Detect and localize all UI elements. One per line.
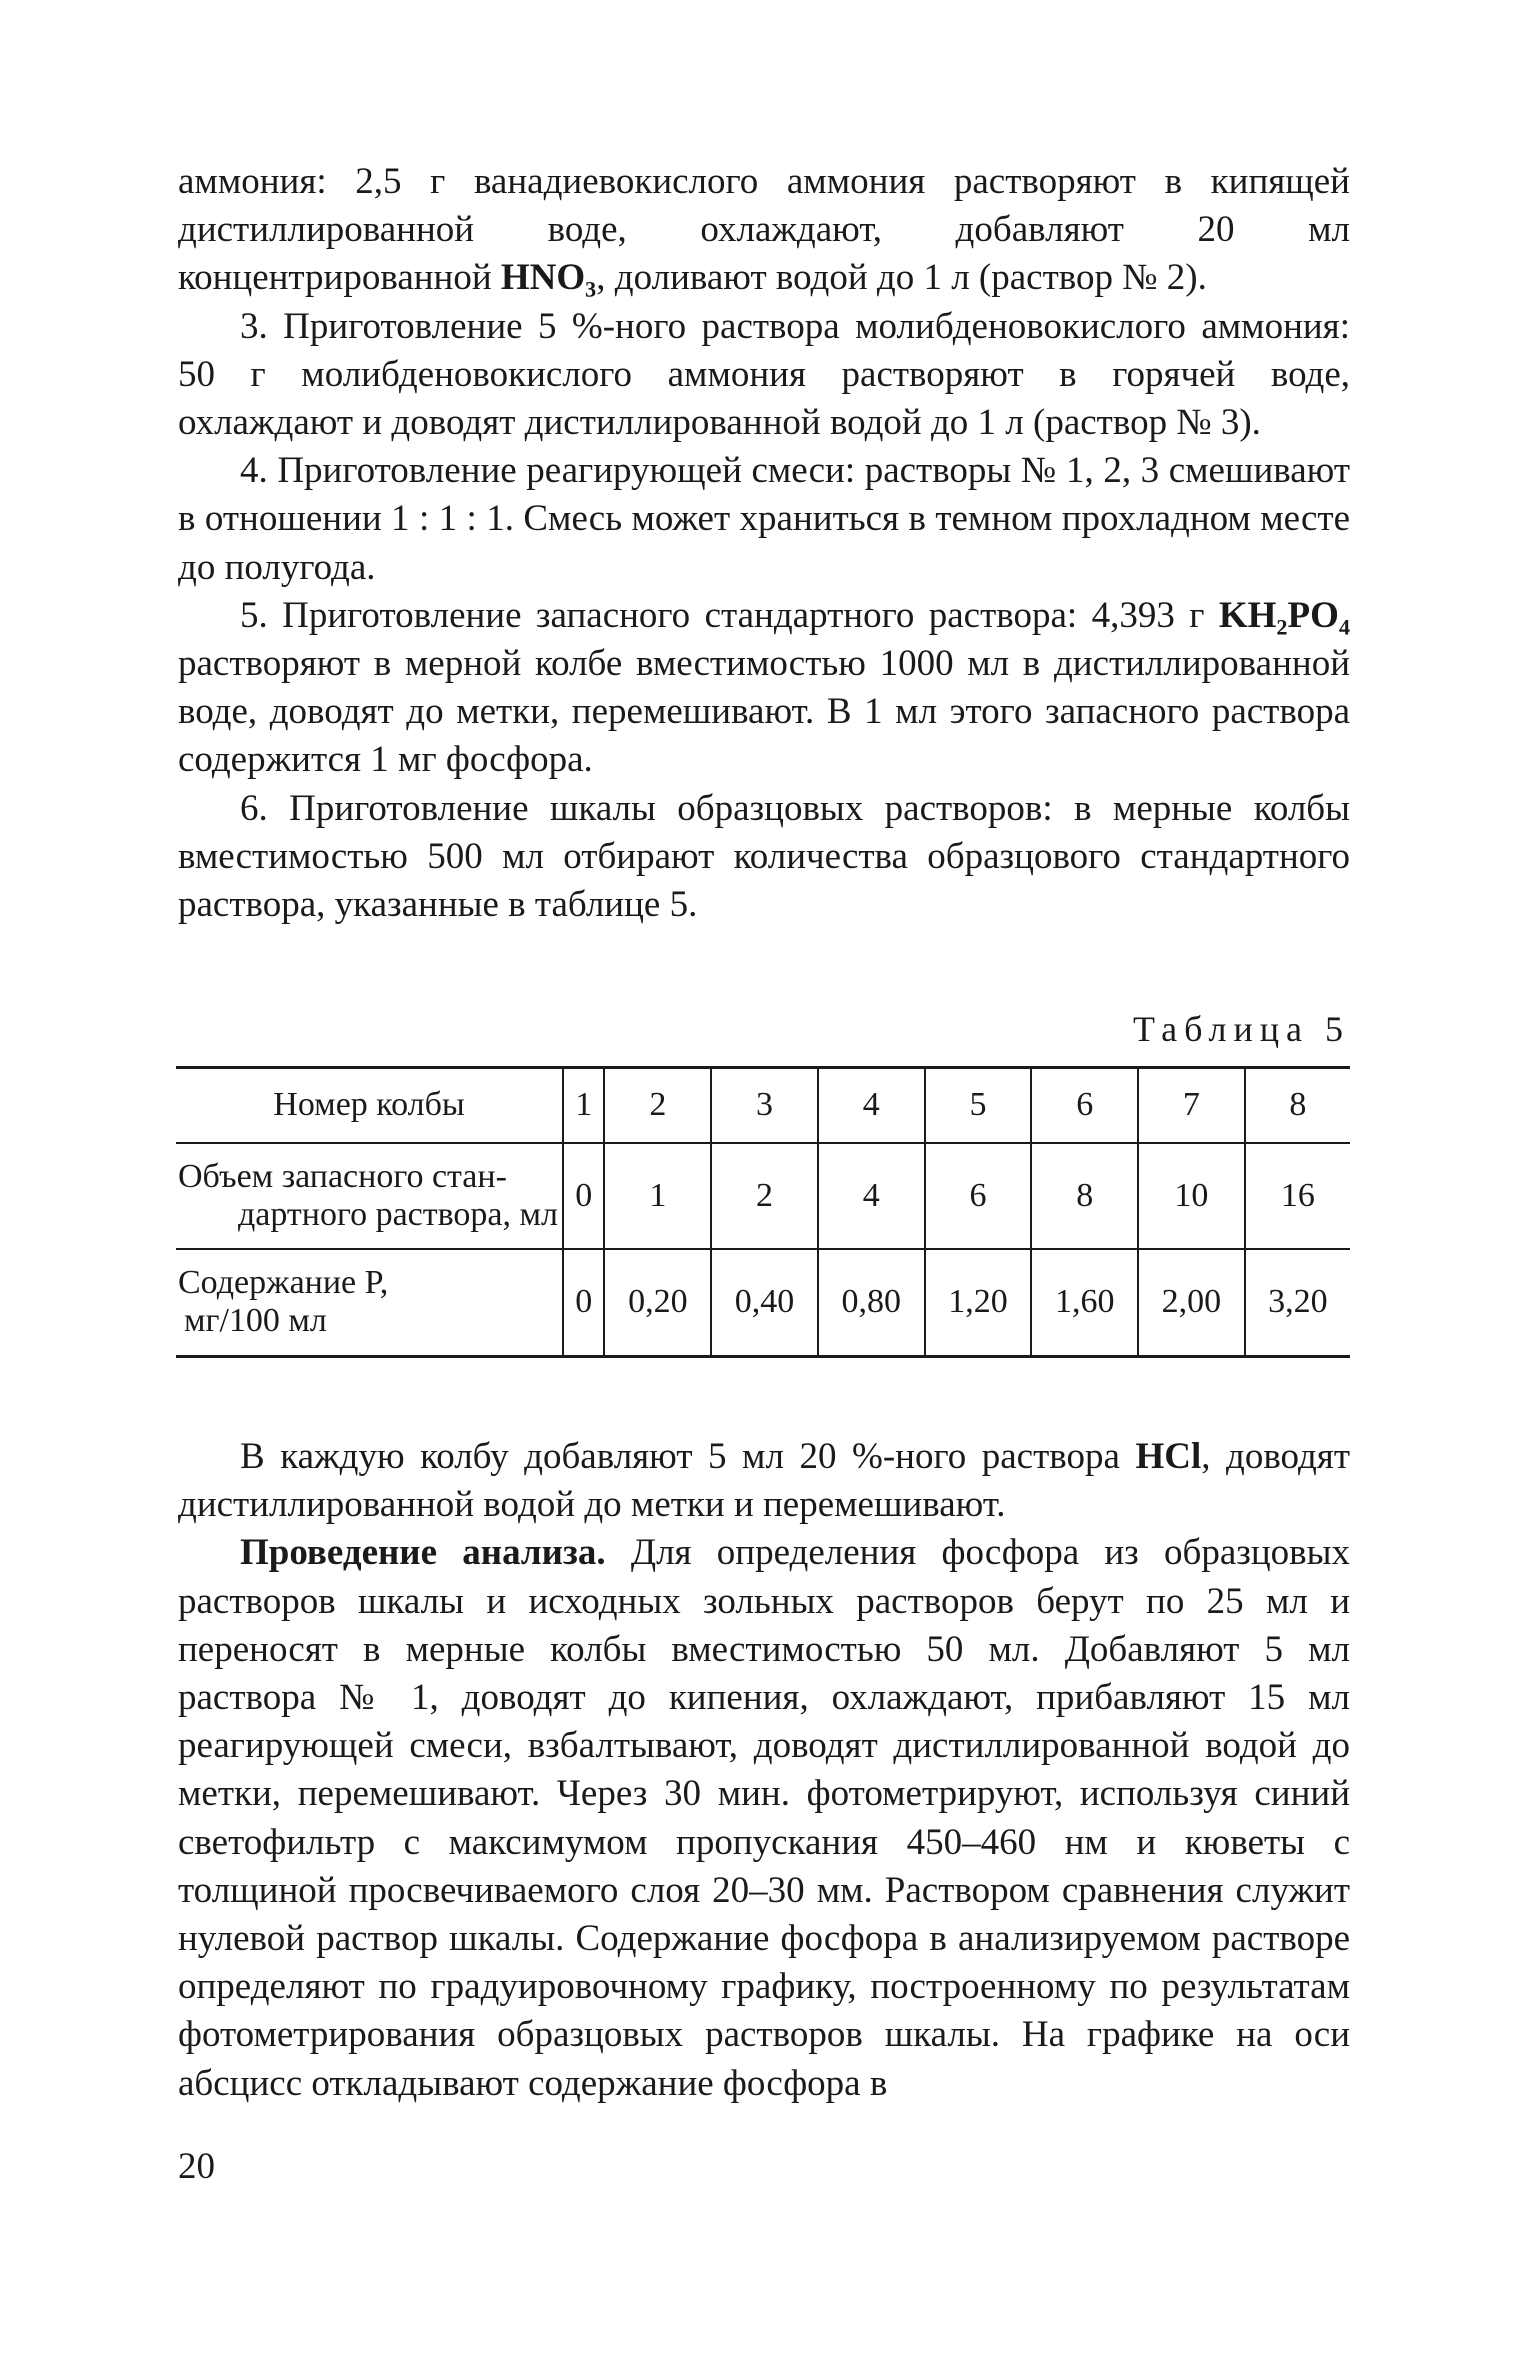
table-col-header: 3	[711, 1068, 818, 1143]
table-cell: 0,40	[711, 1249, 818, 1357]
table-col-header: 5	[925, 1068, 1032, 1143]
paragraph-scale: 6. Приготовление шкалы образцовых растворов: в мерные колбы вместимостью 500 мл отбирают количества образцового стандартного раствора, указанные в таблице 5.	[178, 787, 1350, 926]
table-cell: 1,20	[925, 1249, 1032, 1357]
table-cell: 0,80	[818, 1249, 925, 1357]
bottom-text	[178, 1433, 1350, 2108]
table-row-volume	[176, 1143, 1350, 1249]
table-cell: 6	[925, 1143, 1032, 1249]
table-header-label: Номер колбы	[176, 1068, 563, 1143]
table-cell: 8	[1031, 1143, 1138, 1249]
data-table	[176, 1066, 1350, 1358]
paragraph-reagent-mix: 4. Приготовление реагирующей смеси: растворы № 1, 2, 3 смешивают в отношении 1 : 1 : 1. Смесь может храниться в темном прохладном месте до полугода.	[178, 450, 1350, 588]
table-row-content	[176, 1249, 1350, 1357]
table-caption: Таблица 5	[1133, 1009, 1350, 1049]
table-cell: 3,20	[1245, 1249, 1350, 1357]
table-col-header: 8	[1245, 1068, 1350, 1143]
paragraph-hcl: В каждую колбу добавляют 5 мл 20 %-ного раствора HCl, доводят дистиллированной водой до метки и перемешивают.	[178, 1436, 1350, 1526]
paragraph-reagent-2: аммония: 2,5 г ванадиевокислого аммония растворяют в кипящей дистиллированной воде, охлаждают, добавляют 20 мл концентрированной HNO₃, доливают водой до 1 л (раствор № 2).	[178, 161, 1350, 299]
table-col-header: 2	[604, 1068, 711, 1143]
section-heading-analysis: Проведение анализа.	[240, 1532, 606, 1574]
page-number: 20	[178, 2146, 215, 2187]
formula-hcl: HCl	[1135, 1436, 1202, 1477]
table-cell: 2,00	[1138, 1249, 1245, 1357]
paragraph-stock-solution: 5. Приготовление запасного стандартного раствора: 4,393 г KH₂PO₄ растворяют в мерной колбе вместимостью 1000 мл в дистиллированной воде, доводят до метки, перемешивают. В 1 мл этого запасного раствора содержится 1 мг фосфора.	[178, 594, 1350, 781]
paragraph-analysis: Проведение анализа. Для определения фосфора из образцовых растворов шкалы и исходных зольных растворов берут по 25 мл и переносят в мерные колбы вместимостью 50 мл. Добавляют 5 мл раствора № 1, доводят до кипения, охлаждают, прибавляют 15 мл реагирующей смеси, взбалтывают, доводят дистиллированной водой до метки, перемешивают. Через 30 мин. фотометрируют, используя синий светофильтр с максимумом пропускания 450–460 нм и кюветы с толщиной просвечиваемого слоя 20–30 мм. Раствором сравнения служит нулевой раствор шкалы. Содержание фосфора в анализируемом растворе определяют по градуировочному графику, построенному по результатам фотометрирования образцовых растворов шкалы. На графике на оси абсцисс откладывают содержание фосфора в	[178, 1532, 1350, 2104]
table-col-header: 4	[818, 1068, 925, 1143]
row-label-volume: Объем запасного стан- дартного раствора, мл	[176, 1143, 563, 1249]
paragraph-reagent-3: 3. Приготовление 5 %-ного раствора молибденовокислого аммония: 50 г молибденовокислого аммония растворяют в горячей воде, охлаждают и доводят дистиллированной водой до 1 л (раствор № 3).	[178, 305, 1350, 444]
table-col-header: 6	[1031, 1068, 1138, 1143]
top-text	[178, 158, 1350, 929]
table-cell: 0	[563, 1249, 604, 1357]
table-cell: 4	[818, 1143, 925, 1249]
formula-kh2po4: KH₂PO₄	[1218, 594, 1350, 636]
table-cell: 1,60	[1031, 1249, 1138, 1357]
table-header-row	[176, 1068, 1350, 1143]
table-cell: 0,20	[604, 1249, 711, 1357]
table-col-header: 7	[1138, 1068, 1245, 1143]
table-cell: 2	[711, 1143, 818, 1249]
table-cell: 10	[1138, 1143, 1245, 1249]
table-cell: 0	[563, 1143, 604, 1249]
table-col-header: 1	[563, 1068, 604, 1143]
table-cell: 16	[1245, 1143, 1350, 1249]
table-cell: 1	[604, 1143, 711, 1249]
row-label-content: Содержание P, мг/100 мл	[176, 1249, 563, 1357]
formula-hno3: HNO₃	[500, 257, 597, 299]
